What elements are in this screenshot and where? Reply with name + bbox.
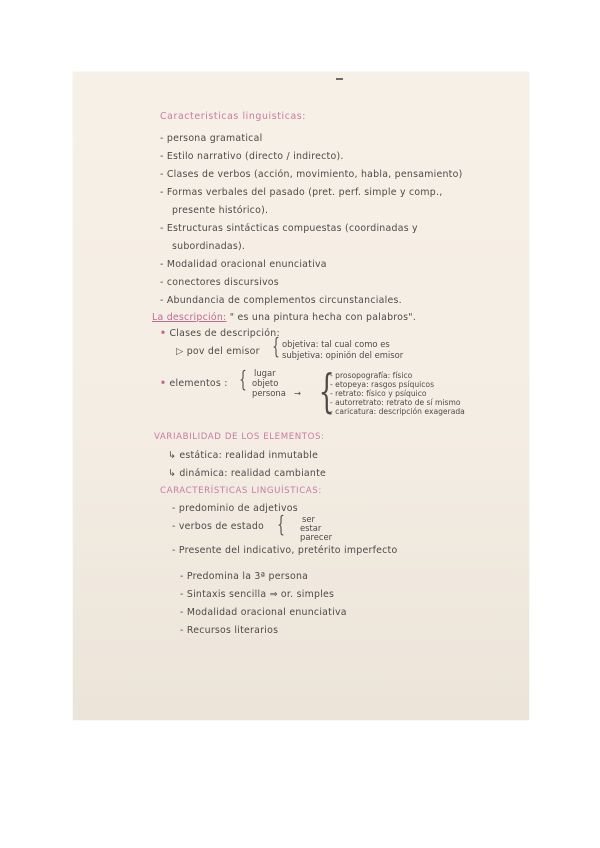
verbos-label: - verbos de estado <box>172 521 265 532</box>
clases-label: Clases de descripción: <box>169 328 280 339</box>
bullet-icon: • <box>160 328 167 339</box>
list-item: - Estructuras sintácticas compuestas (coordinadas y <box>160 223 418 234</box>
brace-icon: { <box>277 513 285 538</box>
list-item: - Abundancia de complementos circunstanciales. <box>160 295 402 306</box>
verbo-parecer: parecer <box>300 532 333 542</box>
list-item: - Modalidad oracional enunciativa <box>160 259 327 270</box>
list-item: - Estilo narrativo (directo / indirecto). <box>160 151 344 162</box>
clases-line <box>160 328 280 339</box>
list-item: - Modalidad oracional enunciativa <box>180 607 347 618</box>
elemento-persona: persona <box>252 388 286 398</box>
persona-type: - prosopografía: físico <box>330 371 413 380</box>
heading-caracteristicas-2: CARACTERÍSTICAS LINGUÍSTICAS: <box>160 486 322 496</box>
verbo-estar: estar <box>300 523 322 533</box>
variability-item: ↳ dinámica: realidad cambiante <box>168 468 327 479</box>
definition-label: La descripción: <box>152 312 227 323</box>
definition-line <box>152 312 416 323</box>
elementos-label: elementos : <box>169 378 228 389</box>
list-item: presente histórico). <box>172 205 269 216</box>
persona-type: - etopeya: rasgos psíquicos <box>330 380 435 389</box>
persona-type: - autorretrato: retrato de sí mismo <box>330 398 461 407</box>
pov-subjective: subjetiva: opinión del emisor <box>282 350 404 360</box>
elemento-lugar: lugar <box>254 368 276 378</box>
brace-icon: { <box>239 368 247 393</box>
bullet-icon: • <box>160 378 167 389</box>
list-item: - Recursos literarios <box>180 625 279 636</box>
heading-variabilidad: VARIABILIDAD DE LOS ELEMENTOS: <box>154 432 325 442</box>
elemento-objeto: objeto <box>252 378 279 388</box>
list-item: - Predomina la 3ª persona <box>180 571 309 582</box>
brace-icon: { <box>272 335 280 360</box>
list-item: - persona gramatical <box>160 133 263 144</box>
list-item: - Sintaxis sencilla ⇒ or. simples <box>180 589 335 600</box>
list-item: - conectores discursivos <box>160 277 279 288</box>
persona-type: - caricatura: descripción exagerada <box>330 407 465 416</box>
list-item: - predominio de adjetivos <box>172 503 298 514</box>
pov-objective: objetiva: tal cual como es <box>282 339 390 349</box>
list-item: - Presente del indicativo, pretérito imperfecto <box>172 545 398 556</box>
persona-type: - retrato: físico y psíquico <box>330 389 427 398</box>
list-item: - Clases de verbos (acción, movimiento, habla, pensamiento) <box>160 169 463 180</box>
page-mark <box>336 78 343 80</box>
arrow-icon: → <box>294 388 302 398</box>
pov-label: ▷ pov del emisor <box>176 346 260 357</box>
list-item: subordinadas). <box>172 241 246 252</box>
elementos-line <box>160 378 228 389</box>
variability-item: ↳ estática: realidad inmutable <box>168 450 319 461</box>
brace-icon: { <box>318 364 335 418</box>
definition-text: " es una pintura hecha con palabros". <box>229 312 417 323</box>
list-item: - Formas verbales del pasado (pret. perf. simple y comp., <box>160 187 443 198</box>
heading-caracteristicas-1: Caracteristicas linguisticas: <box>160 111 307 122</box>
verbo-ser: ser <box>302 514 315 524</box>
